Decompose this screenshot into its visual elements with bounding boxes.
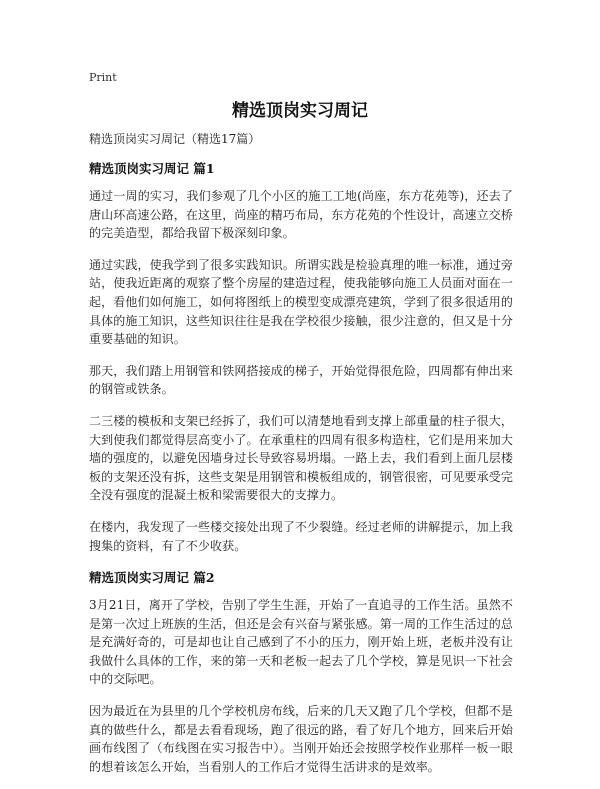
paragraph: 那天，我们踏上用钢管和铁网搭接成的梯子，开始觉得很危险，四周都有伸出来的钢管或铁条。 [89, 363, 513, 397]
section-heading: 精选顶岗实习周记 篇2 [89, 570, 215, 586]
document-title: 精选顶岗实习周记 [232, 101, 368, 121]
paragraph: 3月21日，离开了学校，告别了学生生涯，开始了一直追寻的工作生活。虽然不是第一次过上班族的生活，但还是会有兴奋与紧张感。第一周的工作生活过的总是充满好奇的，可是却也让自己感到了不小的压力，刚开始上班，老板并没有让我做什么具体的工作，来的第一天和老板一起去了几个学校，算是见识一下社会中的交际吧。 [89, 598, 513, 687]
document-body [89, 130, 513, 789]
paragraph: 通过实践，使我学到了很多实践知识。所谓实践是检验真理的唯一标准，通过旁站，使我近距离的观察了整个房屋的建造过程，使我能够向施工人员面对面在一起，看他们如何施工，如何将图纸上的模型变成漂亮建筑，学到了很多很适用的具体的施工知识，这些知识往往是我在学校很少接触，很少注意的，但又是十分重要基础的知识。 [89, 257, 513, 347]
print-label: Print [89, 71, 117, 84]
paragraph: 通过一周的实习，我们参观了几个小区的施工工地(尚座，东方花苑等)，还去了唐山环高速公路，在这里，尚座的精巧布局，东方花苑的个性设计，高速立交桥的完美造型，都给我留下极深刻印象。 [89, 189, 513, 241]
section-heading: 精选顶岗实习周记 篇1 [89, 161, 215, 176]
paragraph: 因为最近在为县里的几个学校机房布线，后来的几天又跑了几个学校，但都不是真的做些什么，都是去看看现场，跑了很远的路，看了好几个地方，回来后开始画布线图了（布线图在实习报告中）。当刚开始还会按照学校作业那样一板一眼的想着该怎么开始，当看别人的工作后才觉得生活讲求的是效率。 [89, 704, 513, 774]
paragraph: 在楼内，我发现了一些楼交接处出现了不少裂缝。经过老师的讲解提示，加上我搜集的资料，有了不少收获。 [89, 519, 513, 553]
paragraph: 二三楼的模板和支架已经拆了，我们可以清楚地看到支撑上部重量的柱子很大，大到使我们都觉得层高变小了。在承重柱的四周有很多构造柱，它们是用来加大墙的强度的，以避免因墙身过长导致容易坍塌。一路上去，我们看到上面几层楼板的支架还没有拆，这些支架是用钢管和模板组成的，钢管很密，可见要承受完全没有强度的混凝土板和梁需要很大的支撑力。 [89, 413, 513, 503]
document-subtitle: 精选顶岗实习周记（精选17篇） [89, 132, 261, 146]
section-1 [89, 159, 513, 555]
section-2 [89, 568, 513, 776]
